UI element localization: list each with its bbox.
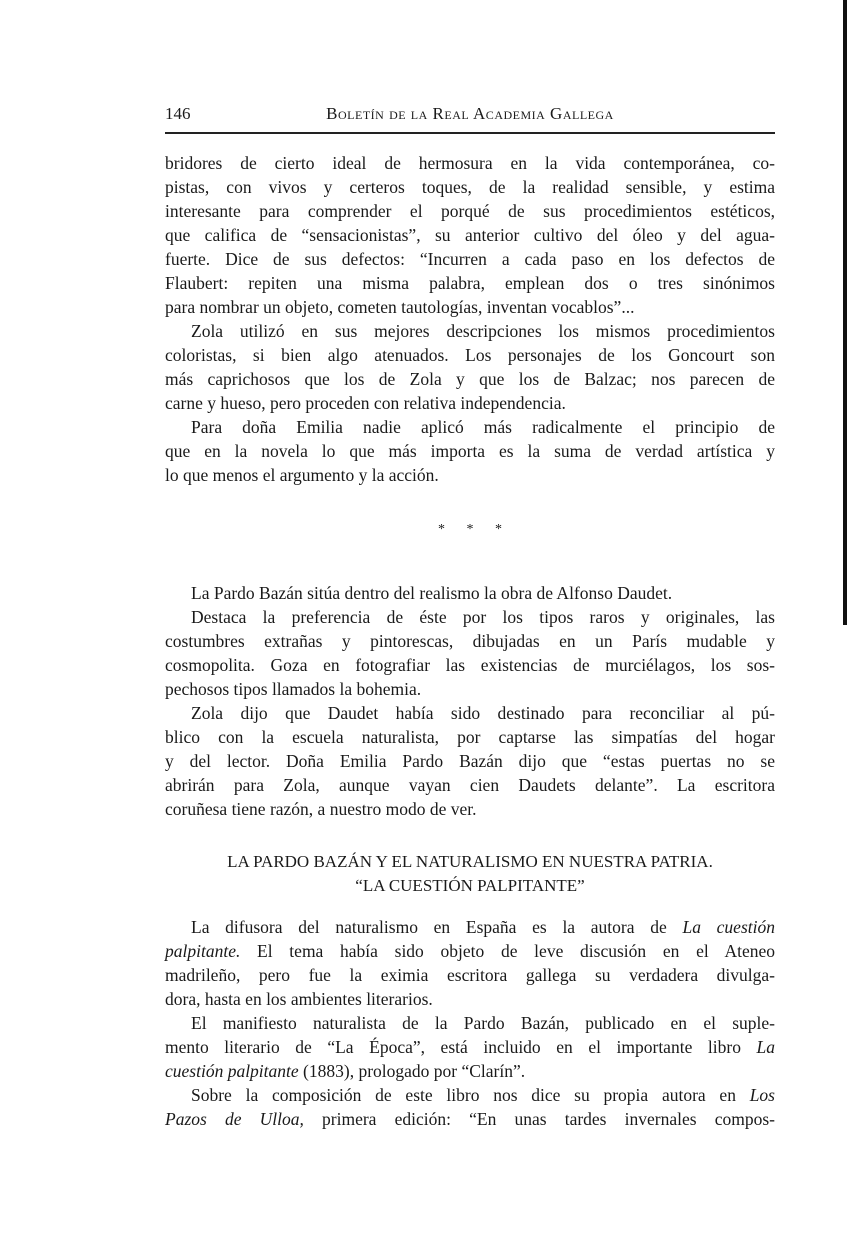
text-line: bridores de cierto ideal de hermosura en la vida contemporánea, co- xyxy=(165,153,775,173)
text-line: lo que menos el argumento y la acción. xyxy=(165,465,439,485)
text-line: abrirán para Zola, aunque vayan cien Daudets delante”. La escritora xyxy=(165,775,775,795)
text-line: Sobre la composición de este libro nos dice su propia autora en Los xyxy=(191,1085,775,1105)
paragraph xyxy=(165,1083,775,1131)
italic-title: cuestión palpitante xyxy=(165,1061,299,1081)
text-line: coloristas, si bien algo atenuados. Los personajes de los Goncourt son xyxy=(165,345,775,365)
text-line: que califica de “sensacionistas”, su anterior cultivo del óleo y del agua- xyxy=(165,225,775,245)
text-line: Zola dijo que Daudet había sido destinado para reconciliar al pú- xyxy=(191,703,775,723)
paragraph xyxy=(165,605,775,701)
text-line: cuestión palpitante (1883), prologado por “Clarín”. xyxy=(165,1061,526,1081)
text-block-cuestion xyxy=(165,915,775,1131)
text-line: costumbres extrañas y pintorescas, dibujadas en un París mudable y xyxy=(165,631,775,651)
text-line: blico con la escuela naturalista, por captarse las simpatías del hogar xyxy=(165,727,775,747)
text-line: La Pardo Bazán sitúa dentro del realismo la obra de Alfonso Daudet. xyxy=(191,583,673,603)
text-line: Pazos de Ulloa, primera edición: “En unas tardes invernales compos- xyxy=(165,1109,775,1129)
text-line: El manifiesto naturalista de la Pardo Bazán, publicado en el suple- xyxy=(191,1013,775,1033)
running-title: Boletín de la Real Academia Gallega xyxy=(326,104,614,123)
italic-title: palpitante. xyxy=(165,941,241,961)
italic-title: La cuestión xyxy=(682,917,775,937)
text-line: mento literario de “La Época”, está incluido en el importante libro La xyxy=(165,1037,775,1057)
paragraph xyxy=(165,1011,775,1083)
text-line: para nombrar un objeto, cometen tautologías, inventan vocablos”... xyxy=(165,297,635,317)
text-line: coruñesa tiene razón, a nuestro modo de ver. xyxy=(165,799,477,819)
section-heading-line-2: “LA CUESTIÓN PALPITANTE” xyxy=(355,876,585,895)
text-line: que en la novela lo que más importa es la suma de verdad artística y xyxy=(165,441,775,461)
text-line: cosmopolita. Goza en fotografiar las existencias de murciélagos, los sos- xyxy=(165,655,775,675)
scan-edge xyxy=(843,0,847,625)
text-line: y del lector. Doña Emilia Pardo Bazán dijo que “estas puertas no se xyxy=(165,751,775,771)
text-line: fuerte. Dice de sus defectos: “Incurren a cada paso en los defectos de xyxy=(165,249,775,269)
text-line: madrileño, pero fue la eximia escritora gallega su verdadera divulga- xyxy=(165,965,775,985)
text-block-top xyxy=(165,151,775,487)
text-line: Para doña Emilia nadie aplicó más radicalmente el principio de xyxy=(191,417,775,437)
paragraph xyxy=(165,319,775,415)
running-header xyxy=(165,104,775,128)
section-heading xyxy=(165,850,775,898)
text-block-daudet xyxy=(165,581,775,821)
paragraph xyxy=(165,915,775,1011)
page-number: 146 xyxy=(165,104,191,123)
text-line: Flaubert: repiten una misma palabra, emplean dos o tres sinónimos xyxy=(165,273,775,293)
paragraph xyxy=(165,151,775,319)
text-line: palpitante. El tema había sido objeto de leve discusión en el Ateneo xyxy=(165,941,775,961)
paragraph xyxy=(165,701,775,821)
text-line: dora, hasta en los ambientes literarios. xyxy=(165,989,433,1009)
paragraph xyxy=(165,581,775,605)
text-line: más caprichosos que los de Zola y que los de Balzac; nos parecen de xyxy=(165,369,775,389)
text-line: La difusora del naturalismo en España es la autora de La cuestión xyxy=(191,917,775,937)
text-line: Destaca la preferencia de éste por los tipos raros y originales, las xyxy=(191,607,775,627)
header-rule xyxy=(165,132,775,134)
section-separator: * * * xyxy=(438,522,502,537)
text-line: pistas, con vivos y certeros toques, de la realidad sensible, y estima xyxy=(165,177,775,197)
text-line: interesante para comprender el porqué de sus procedimientos estéticos, xyxy=(165,201,775,221)
text-line: carne y hueso, pero proceden con relativa independencia. xyxy=(165,393,566,413)
italic-title: La xyxy=(756,1037,775,1057)
italic-title: Los xyxy=(749,1085,775,1105)
text-line: Zola utilizó en sus mejores descripciones los mismos procedimientos xyxy=(191,321,775,341)
italic-title: Pazos de Ulloa, xyxy=(165,1109,304,1129)
text-line: pechosos tipos llamados la bohemia. xyxy=(165,679,422,699)
section-heading-line-1: LA PARDO BAZÁN Y EL NATURALISMO EN NUESTRA PATRIA. xyxy=(227,852,713,871)
paragraph xyxy=(165,415,775,487)
